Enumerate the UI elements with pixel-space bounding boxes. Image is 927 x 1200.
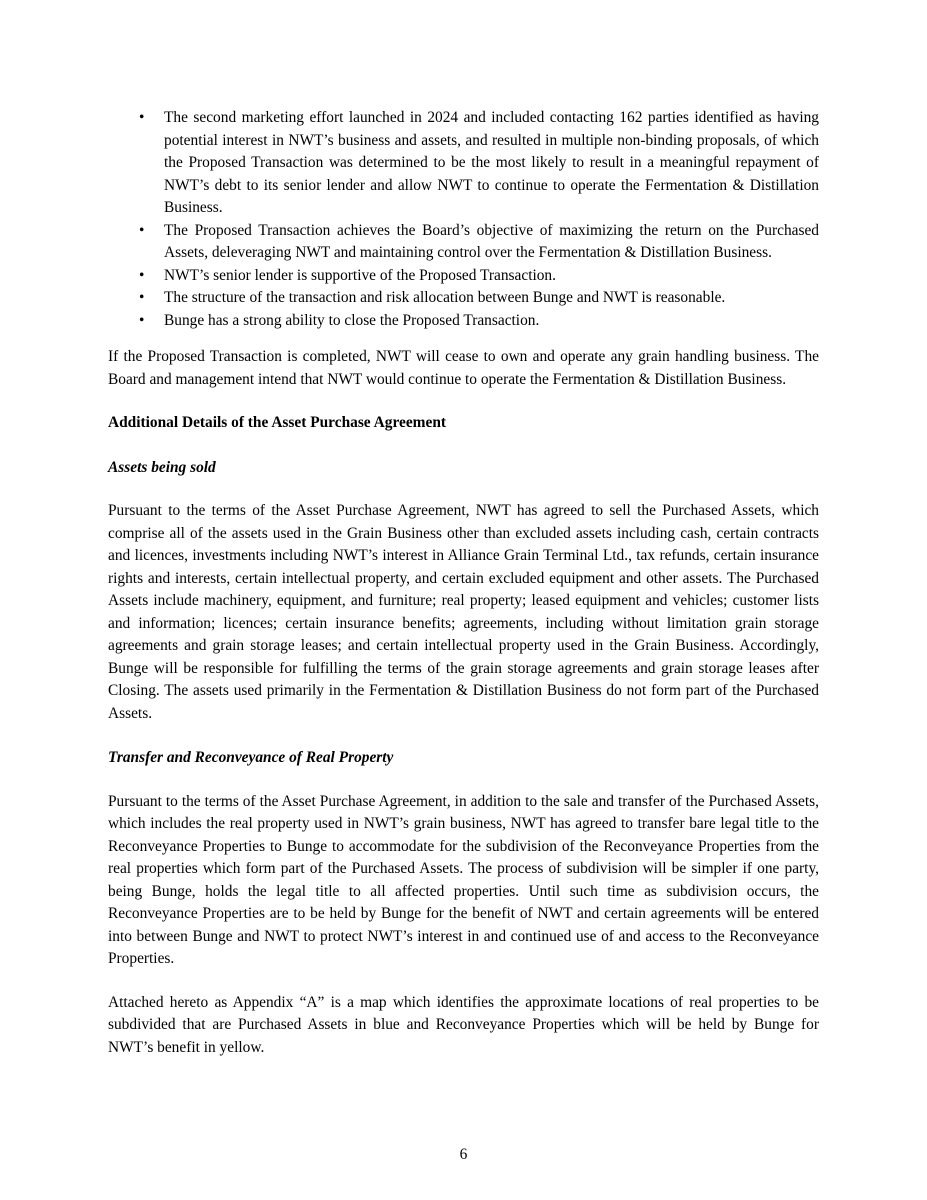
bullet-icon: • (139, 221, 145, 239)
bullet-text: The structure of the transaction and risk allocation between Bunge and NWT is reasonable. (164, 289, 726, 306)
bullet-icon: • (139, 266, 145, 284)
bullet-item (108, 287, 819, 310)
bullet-icon: • (139, 311, 145, 329)
bullet-item (108, 265, 819, 288)
bullet-text: The second marketing effort launched in 2024 and included contacting 162 parties identified as having potential interest in NWT’s business and assets, and resulted in multiple non-binding proposals, of which the Proposed Transaction was determined to be the most likely to result in a meaningful repayment of NWT’s debt to its senior lender and allow NWT to continue to operate the Fermentation & Distillation Business. (164, 109, 819, 216)
bullet-item (108, 107, 819, 220)
assets-sold-paragraph: Pursuant to the terms of the Asset Purchase Agreement, NWT has agreed to sell the Purchased Assets, which comprise all of the assets used in the Grain Business other than excluded assets including cash, certain contracts and licences, investments including NWT’s interest in Alliance Grain Terminal Ltd., tax refunds, certain insurance rights and interests, certain intellectual property, and certain excluded equipment and other assets. The Purchased Assets include machinery, equipment, and furniture; real property; leased equipment and vehicles; customer lists and information; licences; certain insurance benefits; agreements, including without limitation grain storage agreements and grain storage leases; and certain intellectual property used in the Grain Business. Accordingly, Bunge will be responsible for fulfilling the terms of the grain storage agreements and grain storage leases after Closing. The assets used primarily in the Fermentation & Distillation Business do not form part of the Purchased Assets. (108, 502, 819, 722)
transfer-paragraph: Pursuant to the terms of the Asset Purchase Agreement, in addition to the sale and transfer of the Purchased Assets, which includes the real property used in NWT’s grain business, NWT has agreed to transfer bare legal title to the Reconveyance Properties to Bunge to accommodate for the subdivision of the Reconveyance Properties from the real properties which form part of the Purchased Assets. The process of subdivision will be simpler if one party, being Bunge, holds the legal title to all affected properties. Until such time as subdivision occurs, the Reconveyance Properties are to be held by Bunge for the benefit of NWT and certain agreements will be entered into between Bunge and NWT to protect NWT’s interest in and continued use of and access to the Reconveyance Properties. (108, 792, 819, 967)
transfer-heading: Transfer and Reconveyance of Real Property (108, 749, 394, 766)
page-number: 6 (459, 1146, 468, 1163)
assets-sold-heading: Assets being sold (108, 458, 216, 476)
bullet-icon: • (139, 109, 145, 126)
bullet-item (108, 220, 819, 265)
closing-paragraph: If the Proposed Transaction is completed, NWT will cease to own and operate any grain handling business. The Board and management intend that NWT would continue to operate the Fermentation & Distillation Business. (108, 348, 819, 388)
bullet-item (108, 310, 819, 333)
bullet-text: NWT’s senior lender is supportive of the Proposed Transaction. (164, 266, 556, 284)
bullet-text: The Proposed Transaction achieves the Board’s objective of maximizing the return on the Purchased Assets, deleveraging NWT and maintaining control over the Fermentation & Distillation Business. (164, 221, 819, 261)
section-heading: Additional Details of the Asset Purchase Agreement (108, 414, 446, 431)
bullet-list (108, 107, 819, 332)
document-body (108, 107, 819, 1059)
bullet-text: Bunge has a strong ability to close the Proposed Transaction. (164, 311, 540, 329)
bullet-icon: • (139, 289, 145, 306)
appendix-paragraph: Attached hereto as Appendix “A” is a map which identifies the approximate locations of real properties to be subdivided that are Purchased Assets in blue and Reconveyance Properties which will be held by Bunge for NWT’s benefit in yellow. (108, 993, 819, 1056)
